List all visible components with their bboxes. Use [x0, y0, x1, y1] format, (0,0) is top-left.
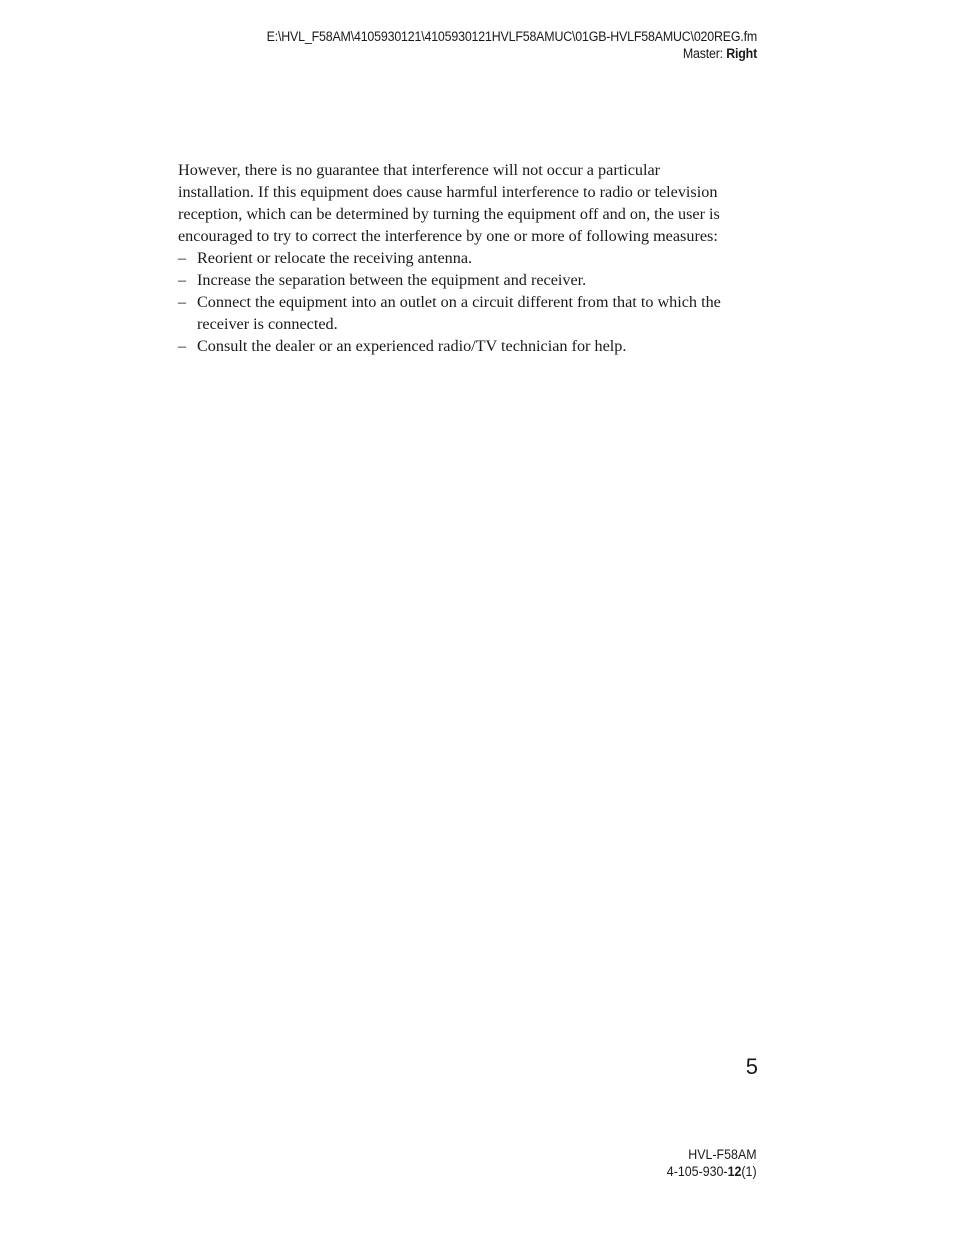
master-label: Master: — [682, 46, 727, 61]
list-item — [178, 247, 768, 269]
body-text — [178, 159, 768, 357]
list-item — [178, 335, 768, 357]
paragraph-line: However, there is no guarantee that interference will not occur a particular — [178, 161, 661, 179]
file-path: E:\HVL_F58AM\4105930121\4105930121HVLF58AMUC\01GB-HVLF58AMUC\020REG.fm — [266, 29, 757, 44]
page-footer — [667, 1146, 757, 1180]
page-number: 5 — [745, 1054, 758, 1079]
list-item-text: Increase the separation between the equipment and receiver. — [197, 271, 587, 289]
bullet-dash: – — [178, 271, 187, 289]
model-name: HVL-F58AM — [688, 1147, 757, 1162]
document-code — [667, 1163, 757, 1180]
code-suffix: (1) — [741, 1164, 757, 1179]
paragraph-line: installation. If this equipment does cause harmful interference to radio or television — [178, 183, 718, 201]
code-prefix: 4-105-930- — [667, 1164, 728, 1179]
paragraph-line: reception, which can be determined by turning the equipment off and on, the user is — [178, 205, 720, 223]
list-item — [178, 269, 768, 291]
list-item-text: Reorient or relocate the receiving antenna. — [197, 249, 473, 267]
list-item — [178, 291, 768, 335]
bullet-dash: – — [178, 249, 187, 267]
measures-list — [178, 247, 768, 357]
master-value: Right — [726, 46, 757, 61]
list-item-text: Connect the equipment into an outlet on a circuit different from that to which the — [197, 293, 721, 311]
bullet-dash: – — [178, 293, 187, 311]
list-item-text: Consult the dealer or an experienced radio/TV technician for help. — [197, 337, 627, 355]
list-item-text-continued: receiver is connected. — [197, 315, 338, 333]
page-header — [267, 28, 757, 62]
paragraph-line: encouraged to try to correct the interference by one or more of following measures: — [178, 227, 718, 245]
bullet-dash: – — [178, 337, 187, 355]
master-page-label — [267, 45, 757, 62]
code-revision: 12 — [727, 1164, 742, 1179]
